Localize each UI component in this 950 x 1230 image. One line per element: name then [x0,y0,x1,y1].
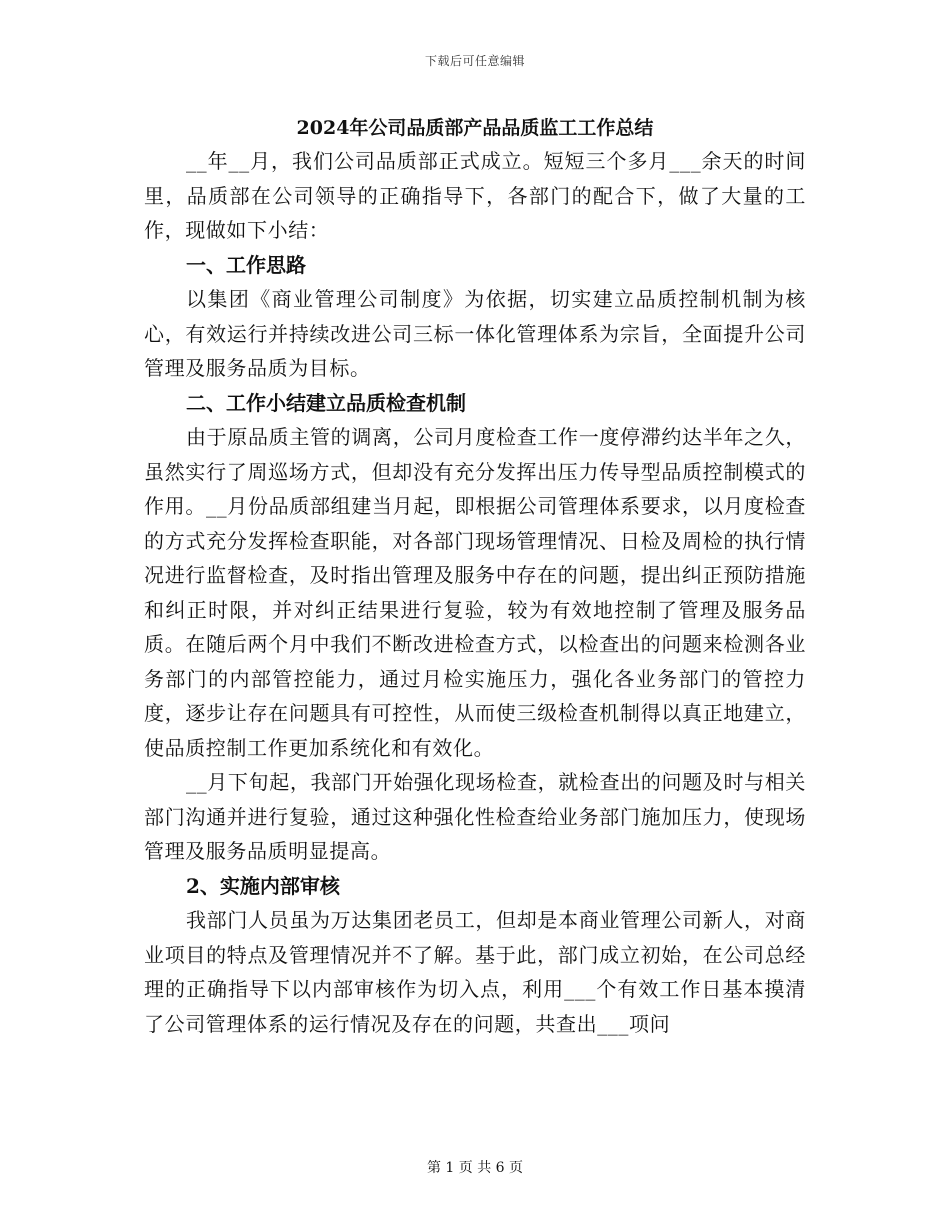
onsite-inspection-paragraph: __月下旬起，我部门开始强化现场检查，就检查出的问题及时与相关部门沟通并进行复验，通过这种强化性检查给业务部门施加压力，使现场管理及服务品质明显提高。 [144,770,806,863]
section-heading-work-approach: 一、工作思路 [186,252,306,277]
page-number: 第 1 页 共 6 页 [426,1160,524,1176]
work-approach-paragraph: 以集团《商业管理公司制度》为依据，切实建立品质控制机制为核心，有效运行并持续改进公司三标一体化管理体系为宗旨，全面提升公司管理及服务品质为目标。 [144,287,806,380]
section-heading-work-summary: 二、工作小结建立品质检查机制 [186,390,466,415]
inspection-mechanism-paragraph: 由于原品质主管的调离，公司月度检查工作一度停滞约达半年之久，虽然实行了周巡场方式，但却没有充分发挥出压力传导型品质控制模式的作用。__月份品质部组建当月起，即根据公司管理体系要求，以月度检查的方式充分发挥检查职能，对各部门现场管理情况、日检及周检的执行情况进行监督检查，及时指出管理及服务中存在的问题，提出纠正预防措施和纠正时限，并对纠正结果进行复验，较为有效地控制了管理及服务品质。在随后两个月中我们不断改进检查方式，以检查出的问题来检测各业务部门的内部管控能力，通过月检实施压力，强化各业务部门的管控力度，逐步让存在问题具有可控性，从而使三级检查机制得以真正地建立，使品质控制工作更加系统化和有效化。 [144,425,806,760]
internal-audit-paragraph: 我部门人员虽为万达集团老员工，但却是本商业管理公司新人，对商业项目的特点及管理情况并不了解。基于此，部门成立初始，在公司总经理的正确指导下以内部审核作为切入点，利用___个有效工作日基本摸清了公司管理体系的运行情况及存在的问题，共查出___项问 [144,908,806,1036]
document-title: 2024年公司品质部产品品质监工工作总结 [296,117,654,139]
intro-paragraph: __年__月，我们公司品质部正式成立。短短三个多月___余天的时间里，品质部在公司领导的正确指导下，各部门的配合下，做了大量的工作，现做如下小结： [144,149,806,242]
section-heading-internal-audit: 2、实施内部审核 [186,873,340,898]
header-note: 下载后可任意编辑 [424,54,525,68]
document-body [144,112,806,1041]
